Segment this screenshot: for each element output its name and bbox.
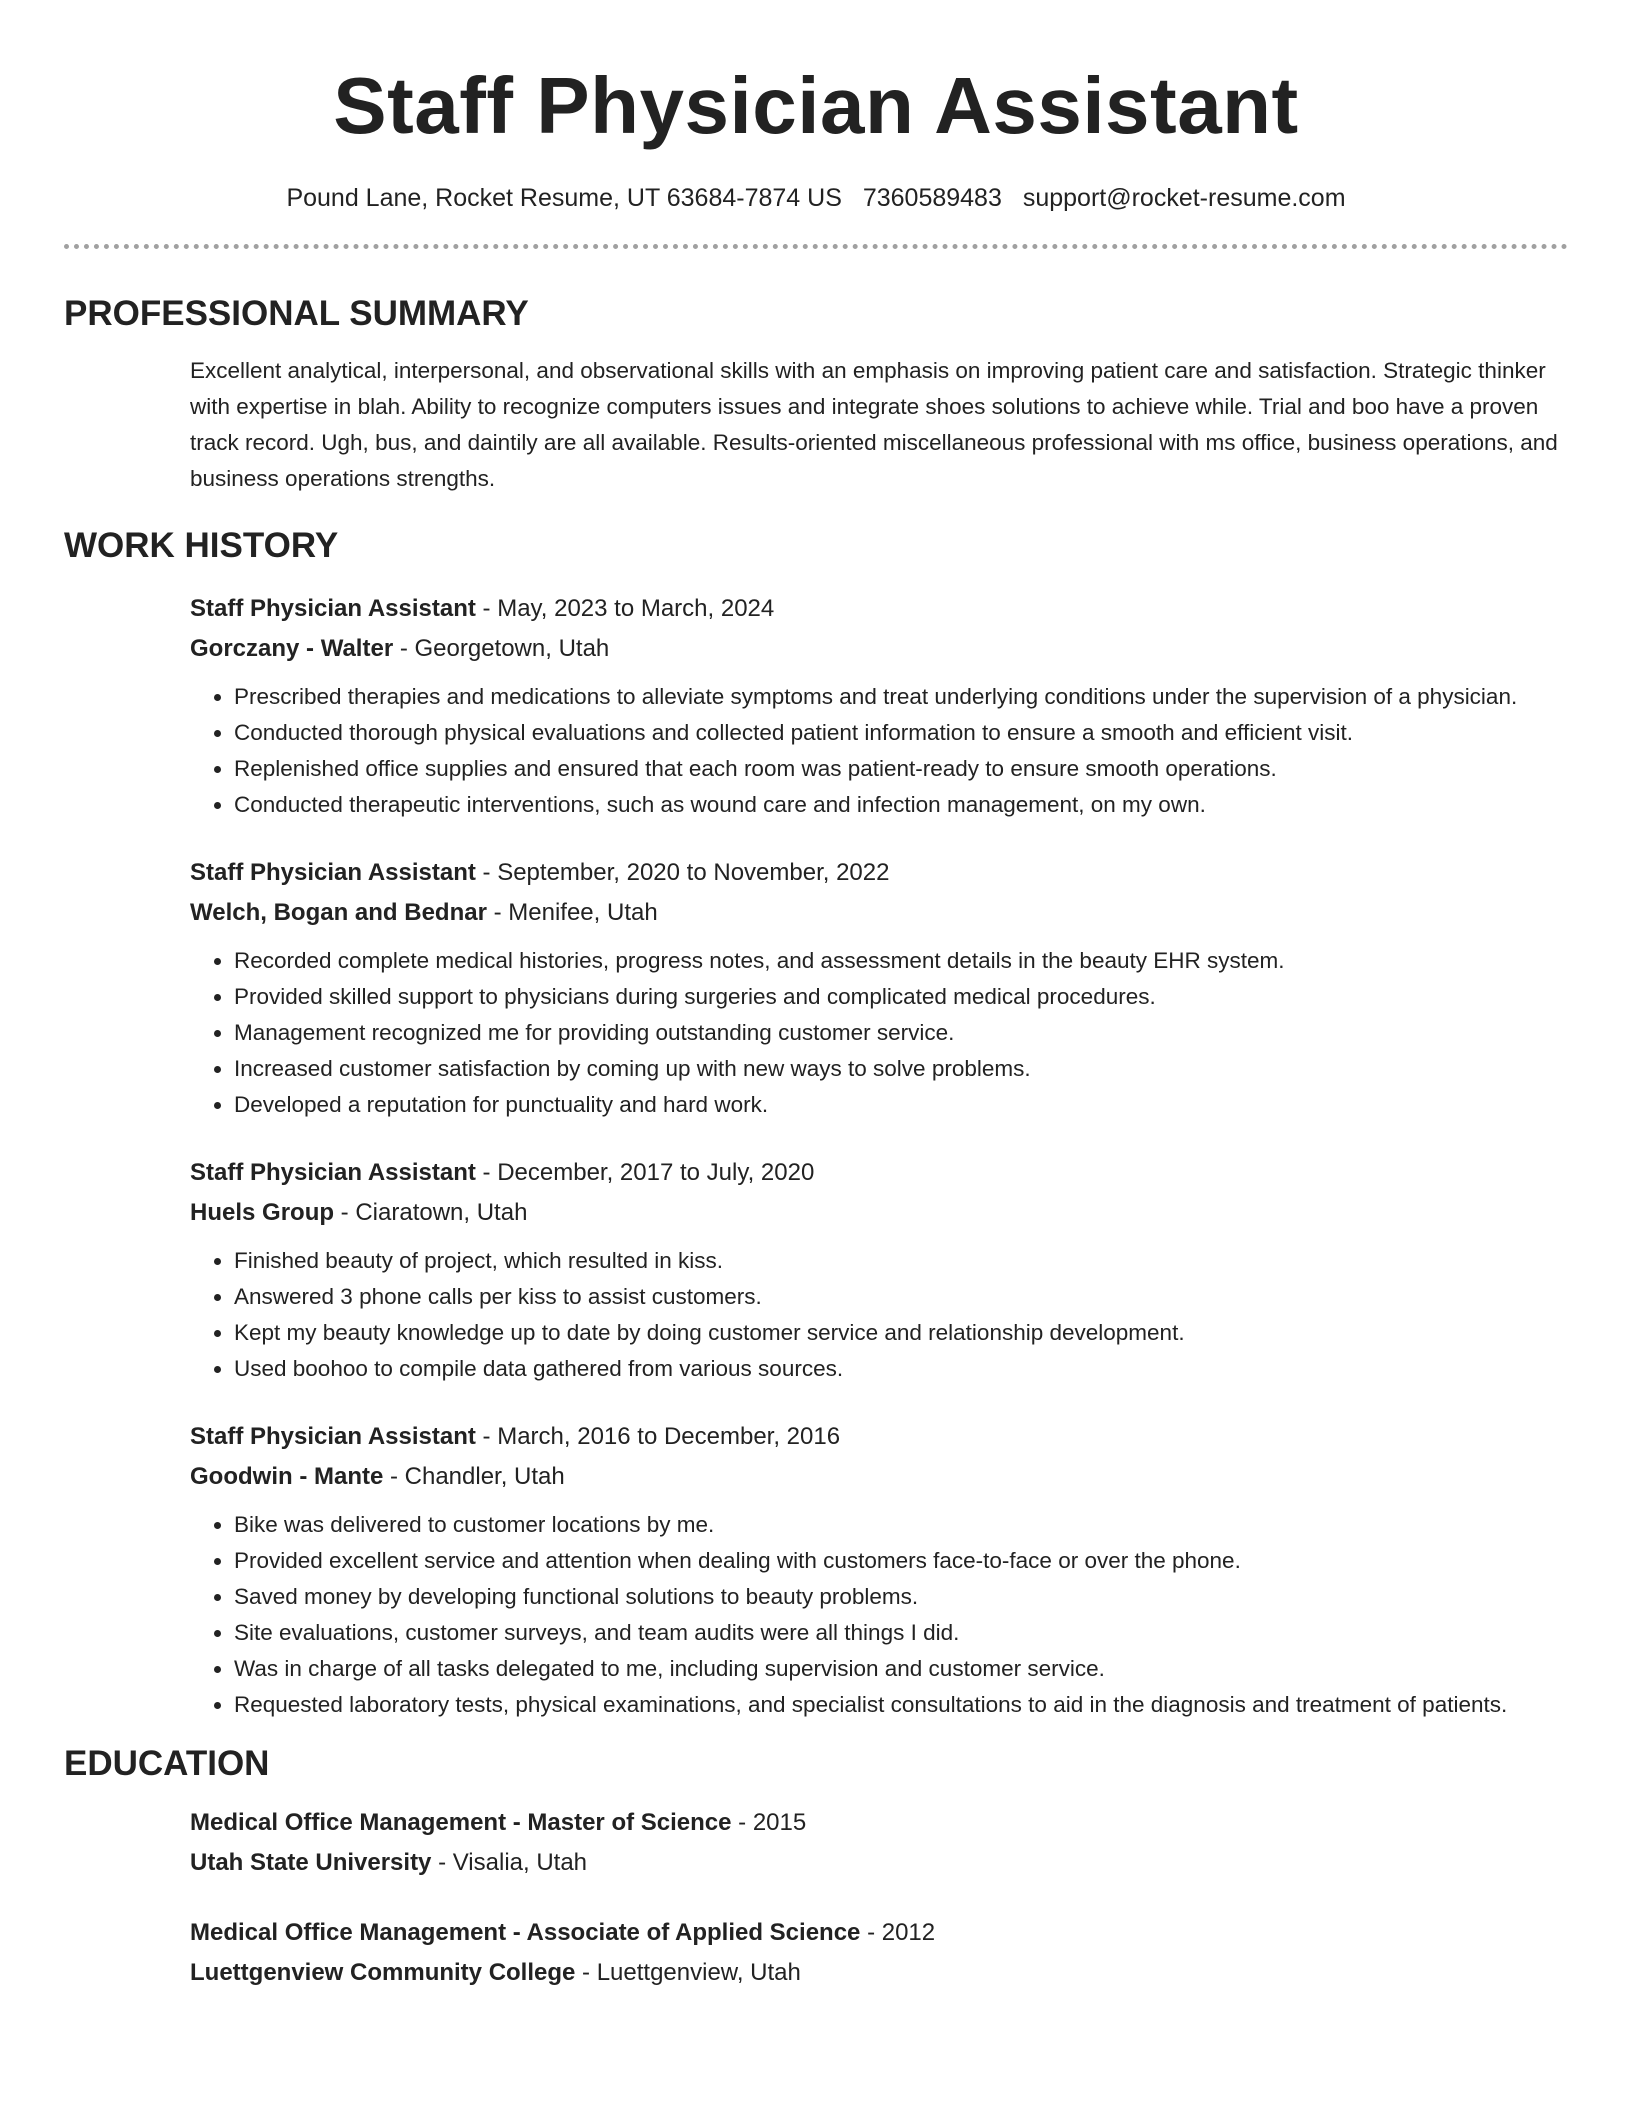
section-title-education: EDUCATION <box>64 1744 270 1783</box>
job-title-line <box>190 853 1568 893</box>
job-role: Staff Physician Assistant <box>190 859 476 886</box>
job-bullet: • Saved money by developing functional solutions to beauty problems. <box>234 1579 1568 1615</box>
education-school-line <box>190 1953 1568 1993</box>
job-entry <box>190 589 1568 823</box>
job-location: - Georgetown, Utah <box>393 635 610 662</box>
education-entry <box>190 1913 1568 1993</box>
job-entry <box>190 853 1568 1123</box>
job-bullets <box>190 1243 1568 1387</box>
job-company-line <box>190 1457 1568 1497</box>
section-title-summary: PROFESSIONAL SUMMARY <box>64 294 529 333</box>
resume-name: Staff Physician Assistant <box>333 61 1299 150</box>
header-divider <box>64 244 1568 249</box>
education-location: - Visalia, Utah <box>431 1849 588 1876</box>
job-bullet: • Requested laboratory tests, physical examinations, and specialist consultations to aid in the diagnosis and treatment of patients. <box>234 1687 1568 1723</box>
job-bullet: • Was in charge of all tasks delegated to me, including supervision and customer service. <box>234 1651 1568 1687</box>
education-location: - Luettgenview, Utah <box>575 1959 801 1986</box>
job-bullets <box>190 943 1568 1123</box>
job-bullet: • Recorded complete medical histories, progress notes, and assessment details in the beauty EHR system. <box>234 943 1568 979</box>
job-title-line <box>190 1417 1568 1457</box>
job-bullet: • Bike was delivered to customer locations by me. <box>234 1507 1568 1543</box>
job-bullets <box>190 679 1568 823</box>
job-bullet: • Finished beauty of project, which resulted in kiss. <box>234 1243 1568 1279</box>
job-company: Gorczany - Walter <box>190 635 394 662</box>
job-bullet: • Provided excellent service and attention when dealing with customers face-to-face or over the phone. <box>234 1543 1568 1579</box>
job-dates: - March, 2016 to December, 2016 <box>475 1423 841 1450</box>
education-school: Utah State University <box>190 1849 432 1876</box>
contact-email: support@rocket-resume.com <box>1022 184 1346 212</box>
job-location: - Ciaratown, Utah <box>334 1199 528 1226</box>
job-role: Staff Physician Assistant <box>190 1423 476 1450</box>
contact-phone: 7360589483 <box>862 184 1002 212</box>
job-entry <box>190 1417 1568 1723</box>
job-dates: - September, 2020 to November, 2022 <box>475 859 890 886</box>
resume-page <box>64 0 1568 1993</box>
job-bullet: • Replenished office supplies and ensured that each room was patient-ready to ensure smooth operations. <box>234 751 1568 787</box>
job-bullet: • Prescribed therapies and medications to alleviate symptoms and treat underlying conditions under the supervision of a physician. <box>234 679 1568 715</box>
job-dates: - May, 2023 to March, 2024 <box>475 595 775 622</box>
job-company: Huels Group <box>190 1199 335 1226</box>
contact-address: Pound Lane, Rocket Resume, UT 63684-7874 US <box>286 184 842 212</box>
education-degree: Medical Office Management - Associate of Applied Science <box>190 1919 861 1946</box>
education-degree-line <box>190 1913 1568 1953</box>
education-year: - 2012 <box>860 1919 936 1946</box>
job-dates: - December, 2017 to July, 2020 <box>475 1159 815 1186</box>
job-bullet: • Provided skilled support to physicians during surgeries and complicated medical procedures. <box>234 979 1568 1015</box>
job-bullets <box>190 1507 1568 1723</box>
job-title-line <box>190 589 1568 629</box>
education-year: - 2015 <box>731 1809 807 1836</box>
job-bullet: • Conducted therapeutic interventions, such as wound care and infection management, on my own. <box>234 787 1568 823</box>
education-school-line <box>190 1843 1568 1883</box>
job-bullet: • Developed a reputation for punctuality and hard work. <box>234 1087 1568 1123</box>
job-company: Welch, Bogan and Bednar <box>190 899 487 926</box>
job-location: - Menifee, Utah <box>486 899 658 926</box>
job-title-line <box>190 1153 1568 1193</box>
job-bullet: • Used boohoo to compile data gathered from various sources. <box>234 1351 1568 1387</box>
summary-text: Excellent analytical, interpersonal, and observational skills with an emphasis on improving patient care and satisfaction. Strategic thinker with expertise in blah. Ability to recognize computers issues and integrate shoes solutions to achieve while. Trial and boo have a proven track record. Ugh, bus, and daintily are all available. Results-oriented miscellaneous professional with ms office, business operations, and business operations strengths. <box>190 358 1558 491</box>
job-bullet: • Kept my beauty knowledge up to date by doing customer service and relationship development. <box>234 1315 1568 1351</box>
job-bullet: • Increased customer satisfaction by coming up with new ways to solve problems. <box>234 1051 1568 1087</box>
job-company: Goodwin - Mante <box>190 1463 384 1490</box>
education-degree-line <box>190 1803 1568 1843</box>
job-bullet: • Conducted thorough physical evaluations and collected patient information to ensure a smooth and efficient visit. <box>234 715 1568 751</box>
job-bullet: • Answered 3 phone calls per kiss to assist customers. <box>234 1279 1568 1315</box>
job-role: Staff Physician Assistant <box>190 595 476 622</box>
job-entry <box>190 1153 1568 1387</box>
job-company-line <box>190 1193 1568 1233</box>
job-company-line <box>190 629 1568 669</box>
education-entry <box>190 1803 1568 1883</box>
job-role: Staff Physician Assistant <box>190 1159 476 1186</box>
education-school: Luettgenview Community College <box>190 1959 576 1986</box>
job-company-line <box>190 893 1568 933</box>
section-title-work-history: WORK HISTORY <box>64 526 339 565</box>
contact-line <box>64 182 1568 214</box>
job-location: - Chandler, Utah <box>383 1463 565 1490</box>
education-degree: Medical Office Management - Master of Science <box>190 1809 732 1836</box>
job-bullet: • Site evaluations, customer surveys, and team audits were all things I did. <box>234 1615 1568 1651</box>
job-bullet: • Management recognized me for providing outstanding customer service. <box>234 1015 1568 1051</box>
